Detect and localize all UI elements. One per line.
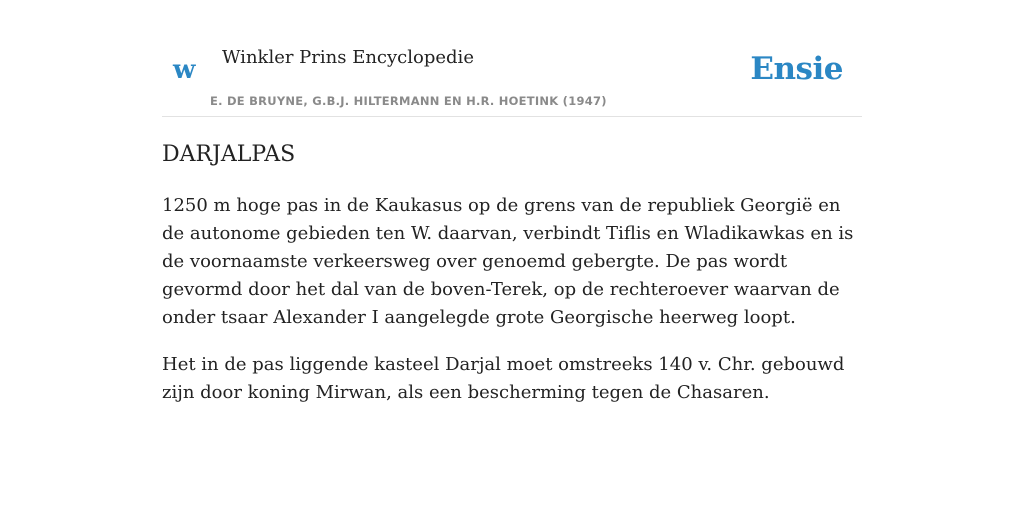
source-authors: E. DE BRUYNE, G.B.J. HILTERMANN EN H.R. HOETINK (1947)	[210, 94, 607, 108]
source-logo[interactable]: w	[173, 55, 196, 85]
brand-logo-link[interactable]: Ensie	[750, 51, 843, 87]
article	[162, 140, 862, 407]
article-paragraph: 1250 m hoge pas in de Kaukasus op de grens van de republiek Georgië en de autonome gebieden ten W. daarvan, verbindt Tiflis en Wladikawkas en is de voornaamste verkeersweg over genoemd gebergte. De pas wordt gevormd door het dal van de boven-Terek, op de rechteroever waarvan de onder tsaar Alexander I aangelegde grote Georgische heerweg loopt.	[162, 195, 854, 328]
source-title[interactable]: Winkler Prins Encyclopedie	[222, 47, 474, 68]
article-paragraph: Het in de pas liggende kasteel Darjal moet omstreeks 140 v. Chr. gebouwd zijn door koning Mirwan, als een bescherming tegen de Chasaren.	[162, 354, 845, 403]
source-header	[162, 0, 862, 117]
article-title: DARJALPAS	[162, 142, 296, 167]
